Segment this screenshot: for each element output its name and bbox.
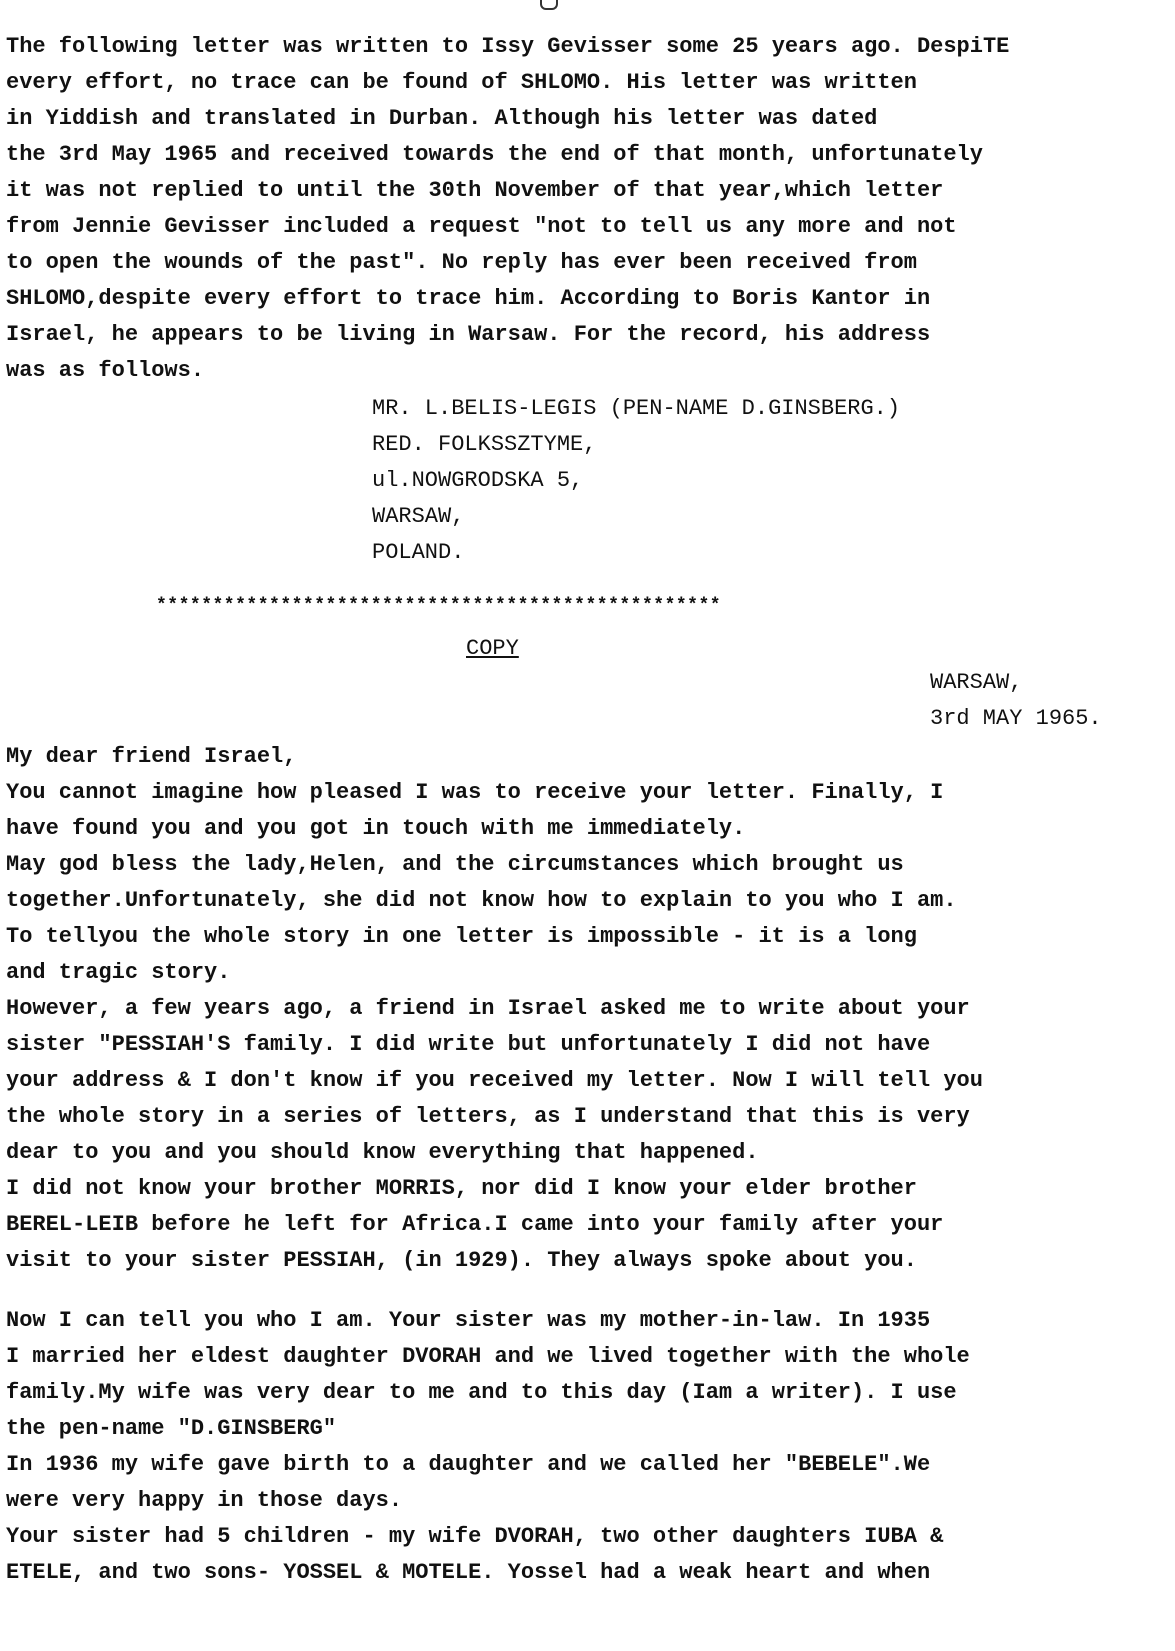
letter-date: 3rd MAY 1965.	[930, 706, 1102, 731]
intro-line: it was not replied to until the 30th November of that year,which letter	[6, 178, 944, 203]
letter-line: To tellyou the whole story in one letter is impossible - it is a long	[6, 924, 917, 949]
copy-heading: COPY	[466, 636, 519, 661]
address-line: ul.NOWGRODSKA 5,	[372, 468, 584, 493]
letter-line: and tragic story.	[6, 960, 231, 985]
address-line: POLAND.	[372, 540, 465, 565]
intro-line: in Yiddish and translated in Durban. Although his letter was dated	[6, 106, 878, 131]
letter-line: You cannot imagine how pleased I was to receive your letter. Finally, I	[6, 780, 944, 805]
letter-line: Your sister had 5 children - my wife DVORAH, two other daughters IUBA &	[6, 1524, 944, 1549]
letter-place: WARSAW,	[930, 670, 1023, 695]
intro-line: Israel, he appears to be living in Warsaw. For the record, his address	[6, 322, 931, 347]
letter-line: were very happy in those days.	[6, 1488, 403, 1513]
letter-line: However, a few years ago, a friend in Israel asked me to write about your	[6, 996, 970, 1021]
intro-line: The following letter was written to Issy Gevisser some 25 years ago. DespiTE	[6, 34, 1010, 59]
intro-line: every effort, no trace can be found of SHLOMO. His letter was written	[6, 70, 917, 95]
address-line: WARSAW,	[372, 504, 465, 529]
letter-line: Now I can tell you who I am. Your sister was my mother-in-law. In 1935	[6, 1308, 931, 1333]
letter-line: BEREL-LEIB before he left for Africa.I came into your family after your	[6, 1212, 944, 1237]
letter-line: I did not know your brother MORRIS, nor did I know your elder brother	[6, 1176, 917, 1201]
address-line: RED. FOLKSSZTYME,	[372, 432, 597, 457]
letter-line: together.Unfortunately, she did not know how to explain to you who I am.	[6, 888, 957, 913]
intro-line: from Jennie Gevisser included a request "not to tell us any more and not	[6, 214, 957, 239]
intro-line: to open the wounds of the past". No reply has ever been received from	[6, 250, 917, 275]
letter-line: your address & I don't know if you received my letter. Now I will tell you	[6, 1068, 983, 1093]
letter-line: visit to your sister PESSIAH, (in 1929). They always spoke about you.	[6, 1248, 917, 1273]
letter-line: the pen-name "D.GINSBERG"	[6, 1416, 337, 1441]
letter-line: May god bless the lady,Helen, and the circumstances which brought us	[6, 852, 904, 877]
page-number-mark	[540, 0, 558, 10]
letter-line: ETELE, and two sons- YOSSEL & MOTELE. Yossel had a weak heart and when	[6, 1560, 931, 1585]
intro-line: was as follows.	[6, 358, 205, 383]
letter-line: have found you and you got in touch with me immediately.	[6, 816, 746, 841]
letter-line: family.My wife was very dear to me and to this day (Iam a writer). I use	[6, 1380, 957, 1405]
address-line: MR. L.BELIS-LEGIS (PEN-NAME D.GINSBERG.)	[372, 396, 901, 421]
separator-stars: **************************************************	[156, 596, 722, 616]
letter-line: the whole story in a series of letters, as I understand that this is very	[6, 1104, 970, 1129]
letter-line: In 1936 my wife gave birth to a daughter and we called her "BEBELE".We	[6, 1452, 931, 1477]
letter-line: I married her eldest daughter DVORAH and we lived together with the whole	[6, 1344, 970, 1369]
intro-line: the 3rd May 1965 and received towards the end of that month, unfortunately	[6, 142, 983, 167]
letter-line: sister "PESSIAH'S family. I did write but unfortunately I did not have	[6, 1032, 931, 1057]
letter-line: dear to you and you should know everything that happened.	[6, 1140, 759, 1165]
intro-line: SHLOMO,despite every effort to trace him. According to Boris Kantor in	[6, 286, 931, 311]
letter-line: My dear friend Israel,	[6, 744, 297, 769]
